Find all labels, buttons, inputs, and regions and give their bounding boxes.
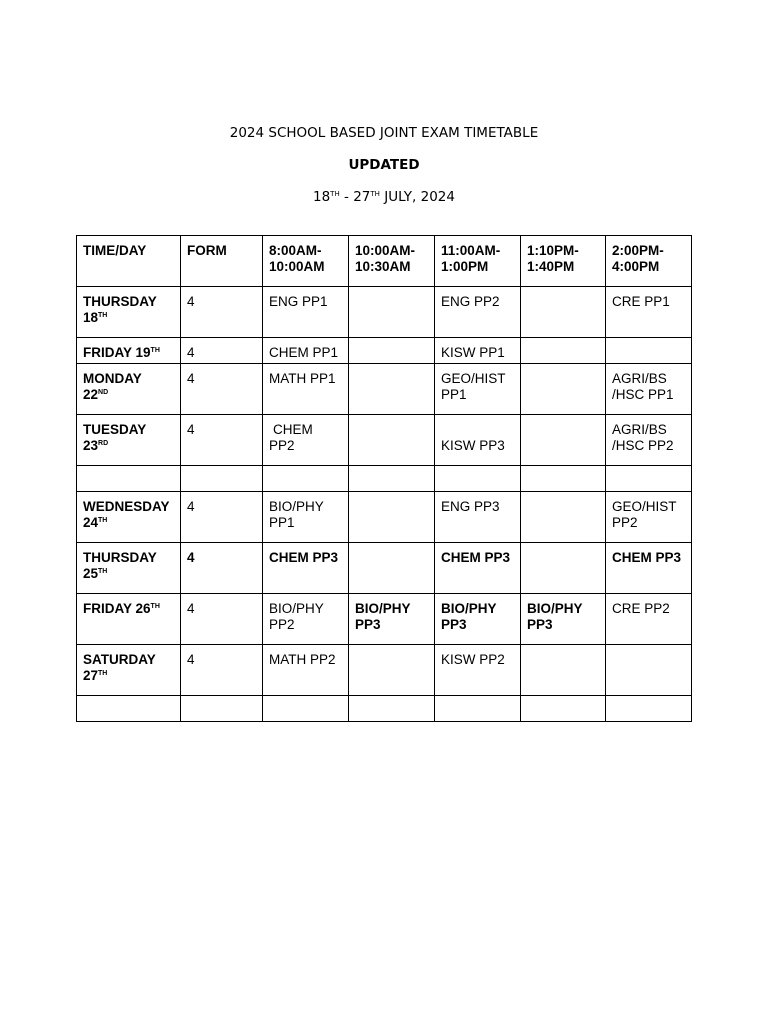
day-cell: WEDNESDAY 24TH xyxy=(77,492,181,543)
header-slot-5: 2:00PM- 4:00PM xyxy=(606,236,692,287)
empty-cell xyxy=(435,466,521,492)
slot-4-cell xyxy=(521,543,606,594)
slot-5-cell: CRE PP2 xyxy=(606,594,692,645)
table-row xyxy=(77,594,692,645)
slot-3-cell: KISW PP2 xyxy=(435,645,521,696)
document-subtitle: UPDATED xyxy=(348,157,420,173)
empty-cell xyxy=(181,696,263,722)
slot-1-cell: MATH PP1 xyxy=(263,364,349,415)
slot-2-cell: BIO/PHY PP3 xyxy=(349,594,435,645)
form-cell: 4 xyxy=(181,364,263,415)
day-cell: FRIDAY 26TH xyxy=(77,594,181,645)
exam-date-range: 18TH - 27TH JULY, 2024 xyxy=(312,189,455,205)
day-cell: SATURDAY 27TH xyxy=(77,645,181,696)
slot-1-cell: MATH PP2 xyxy=(263,645,349,696)
slot-3-cell: ENG PP2 xyxy=(435,287,521,338)
day-cell: THURSDAY 25TH xyxy=(77,543,181,594)
header-slot-2: 10:00AM- 10:30AM xyxy=(349,236,435,287)
table-row xyxy=(77,645,692,696)
empty-cell xyxy=(606,696,692,722)
form-cell: 4 xyxy=(181,645,263,696)
table-row xyxy=(77,364,692,415)
empty-cell xyxy=(349,466,435,492)
slot-4-cell xyxy=(521,338,606,364)
slot-2-cell xyxy=(349,364,435,415)
form-cell: 4 xyxy=(181,543,263,594)
form-cell: 4 xyxy=(181,594,263,645)
slot-1-cell: BIO/PHY PP1 xyxy=(263,492,349,543)
day-cell: TUESDAY 23RD xyxy=(77,415,181,466)
empty-row xyxy=(77,466,692,492)
empty-cell xyxy=(263,466,349,492)
empty-row xyxy=(77,696,692,722)
slot-5-cell: CHEM PP3 xyxy=(606,543,692,594)
empty-cell xyxy=(606,466,692,492)
day-cell: MONDAY 22ND xyxy=(77,364,181,415)
empty-cell xyxy=(435,696,521,722)
slot-4-cell xyxy=(521,287,606,338)
form-cell: 4 xyxy=(181,338,263,364)
slot-1-cell: CHEM PP3 xyxy=(263,543,349,594)
slot-4-cell xyxy=(521,415,606,466)
empty-cell xyxy=(77,696,181,722)
slot-1-cell: CHEM PP1 xyxy=(263,338,349,364)
slot-3-cell: GEO/HIST PP1 xyxy=(435,364,521,415)
slot-5-cell xyxy=(606,338,692,364)
slot-4-cell: BIO/PHY PP3 xyxy=(521,594,606,645)
day-cell: THURSDAY 18TH xyxy=(77,287,181,338)
slot-4-cell xyxy=(521,645,606,696)
empty-cell xyxy=(521,696,606,722)
slot-4-cell xyxy=(521,492,606,543)
slot-5-cell: CRE PP1 xyxy=(606,287,692,338)
slot-2-cell xyxy=(349,645,435,696)
empty-cell xyxy=(349,696,435,722)
exam-timetable xyxy=(76,235,692,722)
slot-2-cell xyxy=(349,415,435,466)
table-header-row xyxy=(77,236,692,287)
header-slot-3: 11:00AM- 1:00PM xyxy=(435,236,521,287)
slot-3-cell: BIO/PHY PP3 xyxy=(435,594,521,645)
table-row xyxy=(77,415,692,466)
table-row xyxy=(77,543,692,594)
empty-cell xyxy=(263,696,349,722)
form-cell: 4 xyxy=(181,287,263,338)
header-time-day: TIME/DAY xyxy=(77,236,181,287)
slot-1-cell: ENG PP1 xyxy=(263,287,349,338)
document-title: 2024 SCHOOL BASED JOINT EXAM TIMETABLE xyxy=(229,125,539,141)
slot-3-cell: CHEM PP3 xyxy=(435,543,521,594)
slot-5-cell: GEO/HIST PP2 xyxy=(606,492,692,543)
header-form: FORM xyxy=(181,236,263,287)
slot-2-cell xyxy=(349,492,435,543)
form-cell: 4 xyxy=(181,492,263,543)
slot-1-cell: BIO/PHY PP2 xyxy=(263,594,349,645)
slot-5-cell: AGRI/BS /HSC PP2 xyxy=(606,415,692,466)
header-slot-1: 8:00AM- 10:00AM xyxy=(263,236,349,287)
slot-3-cell: KISW PP1 xyxy=(435,338,521,364)
slot-5-cell xyxy=(606,645,692,696)
day-cell: FRIDAY 19TH xyxy=(77,338,181,364)
slot-2-cell xyxy=(349,338,435,364)
empty-cell xyxy=(181,466,263,492)
slot-3-cell: KISW PP3 xyxy=(435,415,521,466)
slot-2-cell xyxy=(349,287,435,338)
table-row xyxy=(77,492,692,543)
slot-3-cell: ENG PP3 xyxy=(435,492,521,543)
table-row xyxy=(77,287,692,338)
form-cell: 4 xyxy=(181,415,263,466)
slot-4-cell xyxy=(521,364,606,415)
empty-cell xyxy=(521,466,606,492)
table-row xyxy=(77,338,692,364)
slot-5-cell: AGRI/BS /HSC PP1 xyxy=(606,364,692,415)
empty-cell xyxy=(77,466,181,492)
slot-2-cell xyxy=(349,543,435,594)
slot-1-cell: CHEM PP2 xyxy=(263,415,349,466)
header-slot-4: 1:10PM- 1:40PM xyxy=(521,236,606,287)
